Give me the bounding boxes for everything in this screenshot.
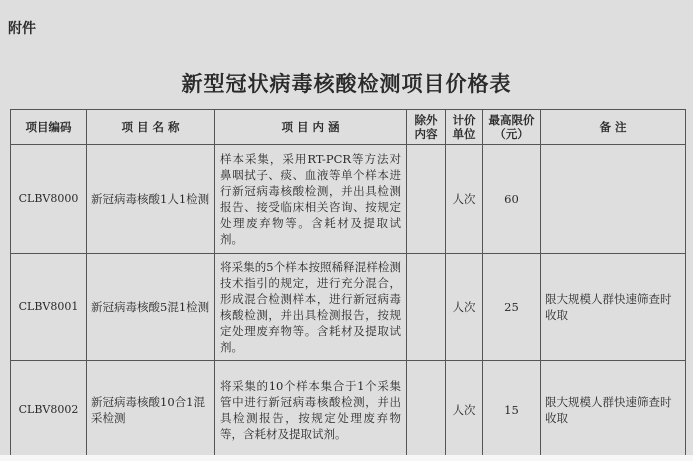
- cell-unit: 人次: [446, 361, 483, 460]
- cell-content: 将采集的5个样本按照稀释混样检测技术指引的规定，进行充分混合，形成混合检测样本，进行新冠病毒核酸检测，并出具检测报告，按规定处理废弃物等。含耗材及提取试剂。: [215, 254, 407, 361]
- page-title: 新型冠状病毒核酸检测项目价格表: [181, 71, 512, 96]
- attachment-label: 附件: [8, 21, 36, 37]
- table-header-row: [11, 110, 686, 145]
- header-price: 最高限价（元）: [483, 110, 541, 145]
- header-excluded: 除外内容: [407, 110, 446, 145]
- cell-name: 新冠病毒核酸1人1检测: [87, 145, 215, 254]
- cell-content: 样本采集，采用RT-PCR等方法对鼻咽拭子、痰、血液等单个样本进行新冠病毒核酸检测，并出具检测报告、接受临床相关咨询、按规定处理废弃物等。含耗材及提取试剂。: [215, 145, 407, 254]
- cell-excluded: [407, 254, 446, 361]
- cell-remark: [541, 145, 686, 254]
- cell-price: 15: [483, 361, 541, 460]
- header-remark: 备 注: [541, 110, 686, 145]
- cell-code: CLBV8002: [11, 361, 87, 460]
- cell-excluded: [407, 361, 446, 460]
- header-content: 项 目 内 涵: [215, 110, 407, 145]
- table-row: [11, 145, 686, 254]
- cell-code: CLBV8000: [11, 145, 87, 254]
- cell-price: 25: [483, 254, 541, 361]
- price-table: [10, 109, 686, 460]
- cell-remark: 限大规模人群快速筛查时收取: [541, 361, 686, 460]
- table-row: [11, 361, 686, 460]
- cell-name: 新冠病毒核酸10合1混采检测: [87, 361, 215, 460]
- header-unit: 计价单位: [446, 110, 483, 145]
- cell-price: 60: [483, 145, 541, 254]
- table-row: [11, 254, 686, 361]
- cell-excluded: [407, 145, 446, 254]
- cell-name: 新冠病毒核酸5混1检测: [87, 254, 215, 361]
- header-name: 项 目 名 称: [87, 110, 215, 145]
- cell-unit: 人次: [446, 254, 483, 361]
- header-code: 项目编码: [11, 110, 87, 145]
- cell-remark: 限大规模人群快速筛查时收取: [541, 254, 686, 361]
- cell-code: CLBV8001: [11, 254, 87, 361]
- cell-content: 将采集的10个样本集合于1个采集管中进行新冠病毒核酸检测，并出具检测报告，按规定处理废弃物等，含耗材及提取试剂。: [215, 361, 407, 460]
- cell-unit: 人次: [446, 145, 483, 254]
- page-bottom-edge: [0, 455, 693, 461]
